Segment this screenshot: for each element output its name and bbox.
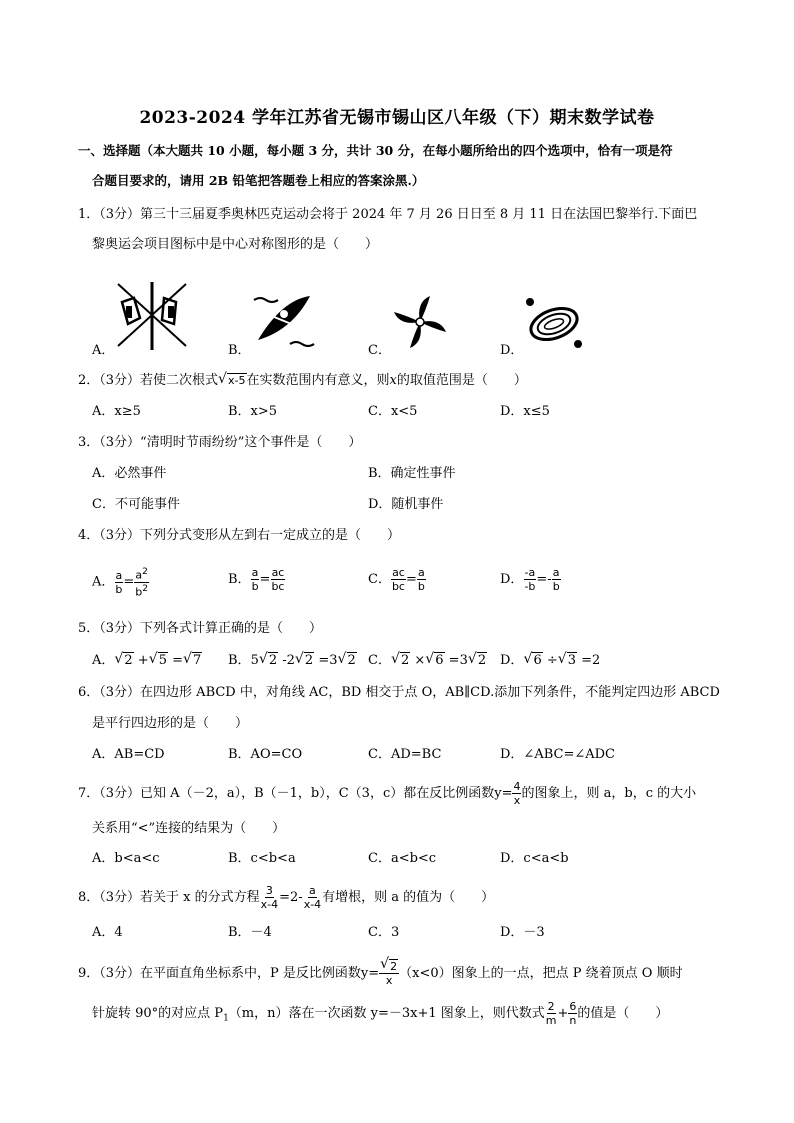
q2-stem-post: 在实数范围内有意义，则 xyxy=(246,373,390,388)
q7-stem-post: 的图象上，则 a，b，c 的大小 xyxy=(521,786,697,801)
section-header-line1: 一、选择题（本大题共 10 小题，每小题 3 分，共计 30 分，在每小题所给出的四个选项中，恰有一项是符 xyxy=(78,143,673,158)
q4-option-b: B． $\frac{a}{b}$ = $\frac{ac}{bc}$ xyxy=(228,566,285,593)
q3-option-a: A．必然事件 xyxy=(92,466,167,481)
q2-option-d: D．x≤5 xyxy=(500,404,550,419)
q3-option-c: C．不可能事件 xyxy=(92,497,180,512)
q7-frac: $\frac{4}{x}$ xyxy=(513,780,521,807)
q8-stem-pre: 8．（3分）若关于 x 的分式方程 xyxy=(78,890,260,905)
q7-option-a: A．b<a<c xyxy=(92,851,160,866)
q4-stem: 4．（3分）下列分式变形从左到右一定成立的是（ ） xyxy=(78,528,401,543)
q6-option-b: B．AO=CO xyxy=(228,747,303,762)
q8-option-b: B．－4 xyxy=(228,925,272,940)
q9-frac: √ $\frac{2}{x}$ xyxy=(379,960,399,987)
q4-c-frac-left: $\frac{ac}{bc}$ xyxy=(391,566,405,593)
q4-d-frac-right: $\frac{a}{b}$ xyxy=(552,566,560,593)
q1-option-c: C． xyxy=(368,343,391,358)
q3-stem: 3．（3分）“清明时节雨纷纷”这个事件是（ ） xyxy=(78,435,362,450)
q4-option-a: A． $\frac{a}{b}$ = $\frac{a^2}{b^2}$ xyxy=(92,567,148,599)
q5-option-c-label: C． xyxy=(368,653,391,668)
q1-option-b: B． xyxy=(228,343,251,358)
q8-option-a: A．4 xyxy=(92,925,123,940)
q2-radical xyxy=(218,372,246,390)
q2-stem-post2: 的取值范围是（ ） xyxy=(396,373,527,388)
q9-line2-pre: 针旋转 90°的对应点 P xyxy=(92,1006,224,1021)
q7-option-b: B．c<b<a xyxy=(228,851,296,866)
q7-option-c: C．a<b<c xyxy=(368,851,437,866)
q8-stem-post: 有增根，则 a 的值为（ ） xyxy=(322,890,495,905)
q4-option-d-label: D． xyxy=(500,572,524,587)
q7-option-d: D．c<a<b xyxy=(500,851,569,866)
q4-b-frac-right: $\frac{ac}{bc}$ xyxy=(271,566,285,593)
q9-stem-post: （x<0）图象上的一点，把点 P 绕着顶点 O 顺时 xyxy=(399,966,683,981)
q4-b-frac-left: $\frac{a}{b}$ xyxy=(251,566,259,593)
q6-option-d: D．∠ABC=∠ADC xyxy=(500,747,615,762)
q5-option-c: C．√ 2 ×√ 6 =3√ 2 xyxy=(368,652,487,670)
q4-option-d: D． $\frac{-a}{-b}$ =- $\frac{a}{b}$ xyxy=(500,566,560,593)
q2-option-b: B．x>5 xyxy=(228,404,278,419)
q4-a-frac-right: $\frac{a^2}{b^2}$ xyxy=(135,567,148,599)
q8-option-d: D．－3 xyxy=(500,925,545,940)
fencing-icon xyxy=(112,280,192,352)
q9-line2-mid: （m，n）落在一次函数 y=－3x+1 图象上，则代数式 xyxy=(228,1006,545,1021)
canoe-icon xyxy=(252,290,316,352)
q8-frac-right: $\frac{a}{x-4}$ xyxy=(303,884,322,911)
q4-option-b-label: B． xyxy=(228,572,251,587)
q6-option-a: A．AB=CD xyxy=(92,747,165,762)
q5-option-d-label: D． xyxy=(500,653,524,668)
q7-stem-pre: 7．（3分）已知 A（－2，a），B（－1，b），C（3，c）都在反比例函数 xyxy=(78,786,495,801)
q8-frac-left: $\frac{3}{x-4}$ xyxy=(260,884,279,911)
q5-stem: 5．（3分）下列各式计算正确的是（ ） xyxy=(78,621,323,636)
q6-line2: 是平行四边形的是（ ） xyxy=(92,716,249,731)
page-title: 2023-2024 学年江苏省无锡市锡山区八年级（下）期末数学试卷 xyxy=(139,108,655,128)
q6-option-c: C．AD=BC xyxy=(368,747,442,762)
q2-stem xyxy=(78,372,527,390)
q1-option-d: D． xyxy=(500,343,524,358)
track-icon xyxy=(522,294,588,352)
q4-option-a-label: A． xyxy=(92,574,115,590)
q9-frac-n: $\frac{6}{n}$ xyxy=(569,1000,577,1027)
q2-stem-pre: 2．（3分）若使二次根式 xyxy=(78,373,219,388)
q5-option-b: B．5√ 2 -2√ 2 =3√ 2 xyxy=(228,652,357,670)
q7-stem: 7．（3分）已知 A（－2，a），B（－1，b），C（3，c）都在反比例函数y= $\frac{4}{x}$ 的图象上，则 a，b，c 的大小 xyxy=(78,780,697,807)
q8-option-c: C．3 xyxy=(368,925,400,940)
q2-option-c: C．x<5 xyxy=(368,404,418,419)
pinwheel-icon xyxy=(392,292,448,352)
q3-option-d: D．随机事件 xyxy=(368,497,444,512)
q5-option-d: D．√ 6 ÷√ 3 =2 xyxy=(500,652,600,670)
q5-option-b-label: B． xyxy=(228,653,251,668)
q9-stem: 9．（3分）在平面直角坐标系中，P 是反比例函数y= √ $\frac{2}{x}$ （x<0）图象上的一点，把点 P 绕着顶点 O 顺时 xyxy=(78,960,683,987)
q4-a-frac-left: $\frac{a}{b}$ xyxy=(115,568,123,596)
section-header-line2: 合题目要求的，请用 2B 铅笔把答题卷上相应的答案涂黑.） xyxy=(92,173,425,188)
q7-line2: 关系用“<”连接的结果为（ ） xyxy=(92,821,286,836)
q4-option-c: C． $\frac{ac}{bc}$ = $\frac{a}{b}$ xyxy=(368,566,425,593)
q2-var: x xyxy=(389,373,397,388)
q5-option-a-label: A． xyxy=(92,653,115,668)
q2-radicand: x-5 xyxy=(228,374,246,387)
q4-c-frac-right: $\frac{a}{b}$ xyxy=(417,566,425,593)
q9-frac-m: $\frac{2}{m}$ xyxy=(545,1000,557,1027)
q9-stem-pre: 9．（3分）在平面直角坐标系中，P 是反比例函数 xyxy=(78,966,361,981)
q4-d-frac-left: $\frac{-a}{-b}$ xyxy=(524,566,536,593)
q3-option-b: B．确定性事件 xyxy=(368,466,456,481)
q8-stem: 8．（3分）若关于 x 的分式方程 $\frac{3}{x-4}$ =2- $\frac{a}{x-4}$ 有增根，则 a 的值为（ ） xyxy=(78,884,495,911)
q1-line1: 1．（3分）第三十三届夏季奥林匹克运动会将于 2024 年 7 月 26 日日至 8 月 11 日在法国巴黎举行.下面巴 xyxy=(78,207,698,222)
q6-line1: 6．（3分）在四边形 ABCD 中，对角线 AC，BD 相交于点 O，AB∥CD.添加下列条件，不能判定四边形 ABCD xyxy=(78,685,720,700)
q9-line2: 针旋转 90°的对应点 $P_1(m$，n）落在一次函数 y=－3x+1 图象上，则代数式 $\frac{2}{m}$ + $\frac{6}{n}$ 的值是（ ） xyxy=(92,1000,669,1027)
q1-line2: 黎奥运会项目图标中是中心对称图形的是（ ） xyxy=(92,237,379,252)
q9-line2-post: 的值是（ ） xyxy=(577,1006,669,1021)
q1-option-a: A． xyxy=(92,343,115,358)
q5-option-a: A．√ 2 +√ 5 =√ 7 xyxy=(92,652,202,670)
q4-option-c-label: C． xyxy=(368,572,391,587)
q2-option-a: A．x≥5 xyxy=(92,404,141,419)
